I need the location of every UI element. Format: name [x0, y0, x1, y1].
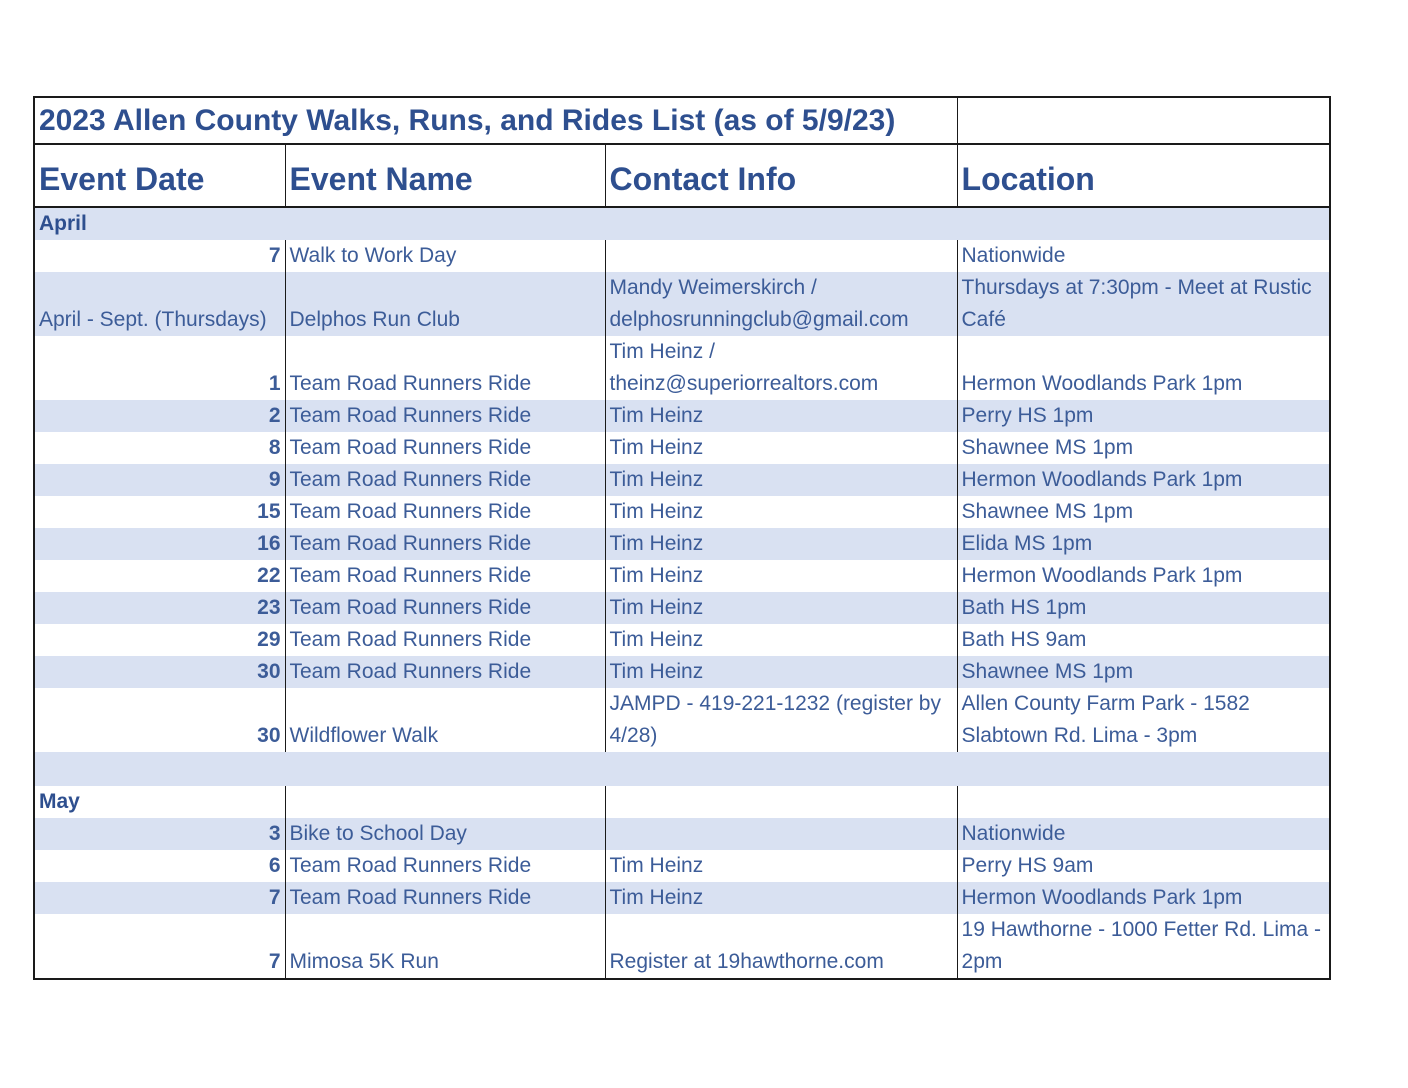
location: Hermon Woodlands Park 1pm [957, 336, 1330, 400]
contact-info: Tim Heinz [605, 432, 957, 464]
event-date: April - Sept. (Thursdays) [34, 272, 285, 336]
table-row [34, 624, 1330, 656]
location: Shawnee MS 1pm [957, 656, 1330, 688]
table-row [34, 850, 1330, 882]
event-name: Mimosa 5K Run [285, 914, 605, 979]
section-row-april [34, 207, 1330, 240]
table-row [34, 592, 1330, 624]
event-name: Team Road Runners Ride [285, 528, 605, 560]
event-date: 2 [34, 400, 285, 432]
event-name: Team Road Runners Ride [285, 882, 605, 914]
contact-info: Tim Heinz / theinz@superiorrealtors.com [605, 336, 957, 400]
table-row [34, 432, 1330, 464]
event-name: Wildflower Walk [285, 688, 605, 752]
event-date: 1 [268, 372, 281, 395]
location: Nationwide [957, 240, 1330, 272]
contact-info: Tim Heinz [605, 400, 957, 432]
event-date: 7 [268, 244, 281, 267]
spacer-row [34, 752, 1330, 786]
event-date: 16 [34, 528, 285, 560]
contact-info: Mandy Weimerskirch / delphosrunningclub@gmail.com [605, 272, 957, 336]
title-empty-cell [957, 97, 1330, 144]
event-name: Team Road Runners Ride [285, 400, 605, 432]
contact-info: Register at 19hawthorne.com [605, 914, 957, 979]
table-row [34, 688, 1330, 752]
location: Bath HS 9am [957, 624, 1330, 656]
event-name: Team Road Runners Ride [285, 592, 605, 624]
location: Nationwide [957, 818, 1330, 850]
event-name: Team Road Runners Ride [285, 656, 605, 688]
event-name: Team Road Runners Ride [285, 336, 605, 400]
table-row [34, 528, 1330, 560]
event-name: Team Road Runners Ride [285, 464, 605, 496]
sheet-title: 2023 Allen County Walks, Runs, and Rides List (as of 5/9/23) [34, 97, 957, 144]
contact-info: JAMPD - 419-221-1232 (register by 4/28) [605, 688, 957, 752]
contact-info: Tim Heinz [605, 464, 957, 496]
table-row [34, 560, 1330, 592]
title-row [34, 97, 1330, 144]
header-event-date: Event Date [34, 144, 285, 207]
table-row [34, 272, 1330, 336]
event-name: Bike to School Day [285, 818, 605, 850]
location: Perry HS 9am [957, 850, 1330, 882]
table-row [34, 400, 1330, 432]
event-date: 9 [34, 464, 285, 496]
location: Perry HS 1pm [957, 400, 1330, 432]
event-date: 30 [34, 656, 285, 688]
location: Hermon Woodlands Park 1pm [957, 560, 1330, 592]
contact-info: Tim Heinz [605, 850, 957, 882]
table-row [34, 336, 1330, 400]
location: 19 Hawthorne - 1000 Fetter Rd. Lima - 2pm [957, 914, 1330, 979]
location: Hermon Woodlands Park 1pm [957, 464, 1330, 496]
events-table [33, 96, 1331, 980]
location: Shawnee MS 1pm [957, 432, 1330, 464]
event-date: 8 [268, 436, 281, 459]
table-row [34, 882, 1330, 914]
event-date: 7 [268, 950, 281, 973]
contact-info: Tim Heinz [605, 656, 957, 688]
table-row [34, 914, 1330, 979]
table-row [34, 656, 1330, 688]
event-name: Team Road Runners Ride [285, 432, 605, 464]
event-date: 22 [257, 564, 281, 587]
event-name: Team Road Runners Ride [285, 850, 605, 882]
event-name: Team Road Runners Ride [285, 624, 605, 656]
section-label-may: May [39, 790, 80, 813]
header-event-name: Event Name [285, 144, 605, 207]
header-row [34, 144, 1330, 207]
event-date: 23 [34, 592, 285, 624]
contact-info: Tim Heinz [605, 528, 957, 560]
event-name: Delphos Run Club [285, 272, 605, 336]
location: Bath HS 1pm [957, 592, 1330, 624]
contact-info: Tim Heinz [605, 592, 957, 624]
location: Thursdays at 7:30pm - Meet at Rustic Café [957, 272, 1330, 336]
header-location: Location [957, 144, 1330, 207]
table-row [34, 818, 1330, 850]
event-name: Walk to Work Day [285, 240, 605, 272]
contact-info: Tim Heinz [605, 882, 957, 914]
contact-info: Tim Heinz [605, 496, 957, 528]
table-row [34, 240, 1330, 272]
event-list-sheet [33, 96, 1329, 980]
location: Allen County Farm Park - 1582 Slabtown Rd. Lima - 3pm [957, 688, 1330, 752]
contact-info: Tim Heinz [605, 624, 957, 656]
event-date: 3 [34, 818, 285, 850]
location: Shawnee MS 1pm [957, 496, 1330, 528]
table-row [34, 464, 1330, 496]
event-name: Team Road Runners Ride [285, 496, 605, 528]
section-row-may [34, 786, 1330, 818]
contact-info: Tim Heinz [605, 560, 957, 592]
header-contact-info: Contact Info [605, 144, 957, 207]
event-name: Team Road Runners Ride [285, 560, 605, 592]
event-date: 6 [268, 854, 281, 877]
event-date: 7 [34, 882, 285, 914]
event-date: 30 [257, 724, 281, 747]
event-date: 15 [257, 500, 281, 523]
contact-info [605, 240, 957, 272]
section-label-april: April [34, 207, 285, 240]
table-row [34, 496, 1330, 528]
location: Elida MS 1pm [957, 528, 1330, 560]
contact-info [605, 818, 957, 850]
location: Hermon Woodlands Park 1pm [957, 882, 1330, 914]
event-date: 29 [257, 628, 281, 651]
